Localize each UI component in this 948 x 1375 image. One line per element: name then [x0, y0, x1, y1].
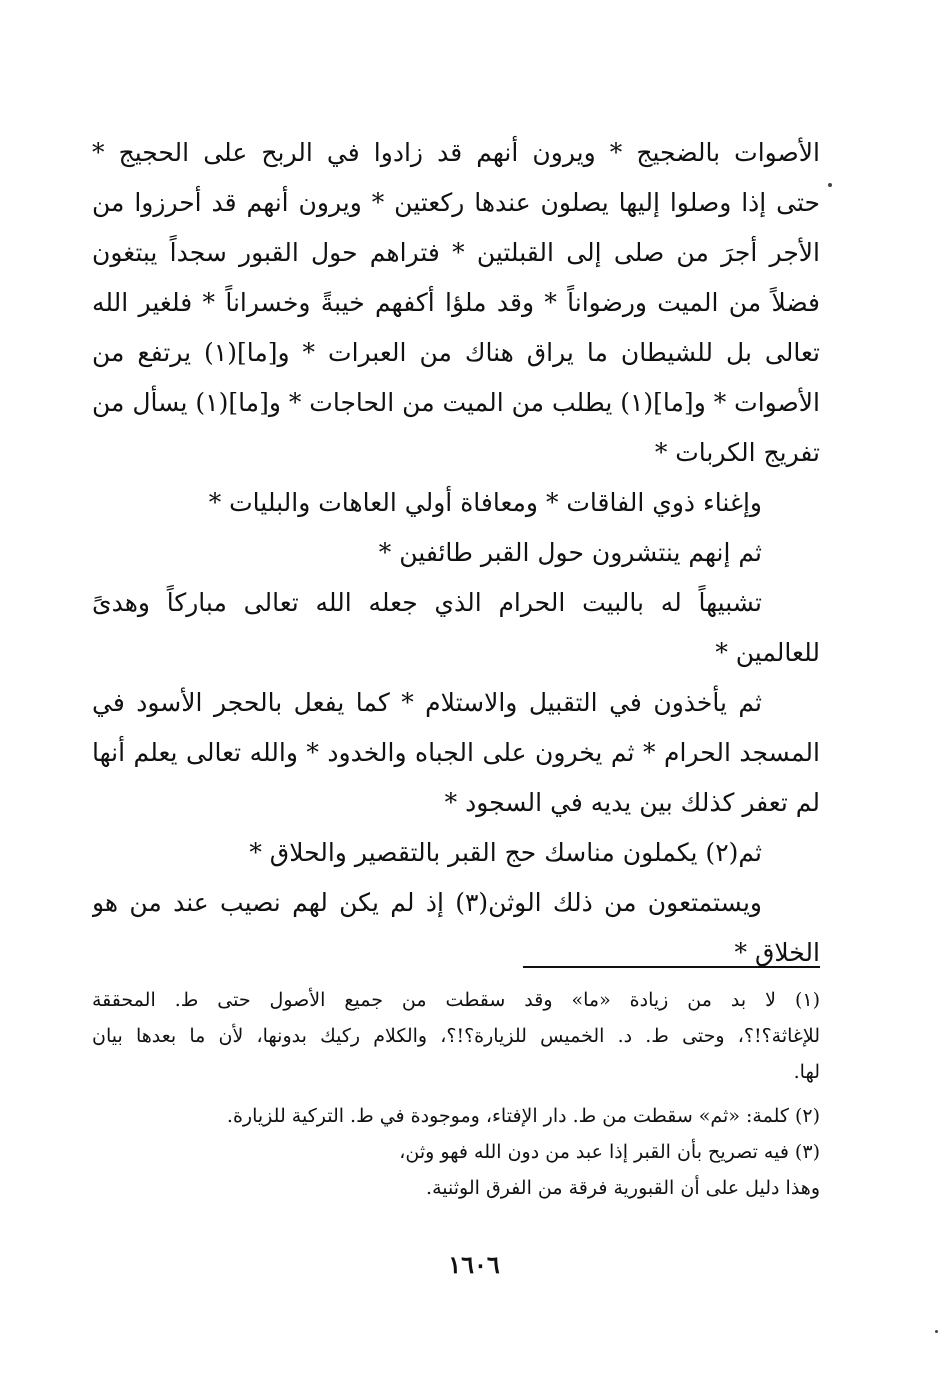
footnote-line: (١) لا بد من زيادة «ما» وقد سقطت من جميع الأصول حتى ط. المحققة [92, 989, 820, 1011]
text-line: للعالمين * [715, 638, 820, 667]
text-line: الأجر أجرَ من صلى إلى القبلتين * فتراهم حول القبور سجداً يبتغون [92, 238, 820, 267]
text-line: ثم إنهم ينتشرون حول القبر طائفين * [378, 538, 762, 567]
scan-speck [935, 1330, 938, 1333]
footnote-line: لها. [793, 1061, 820, 1083]
text-line: المسجد الحرام * ثم يخرون على الجباه والخدود * والله تعالى يعلم أنها [92, 738, 820, 767]
text-line: تفريج الكربات * [654, 438, 820, 467]
text-line: تعالى بل للشيطان ما يراق هناك من العبرات * و[ما](١) يرتفع من [92, 338, 820, 367]
main-text [92, 128, 820, 978]
text-line: الأصوات * و[ما](١) يطلب من الميت من الحاجات * و[ما](١) يسأل من [92, 388, 820, 417]
text-line: حتى إذا وصلوا إليها يصلون عندها ركعتين * ويرون أنهم قد أحرزوا من [92, 188, 820, 217]
text-line: ويستمتعون من ذلك الوثن(٣) إذ لم يكن لهم نصيب عند من هو [92, 888, 762, 917]
footnote-line: للإغاثة؟!؟، وحتى ط. د. الخميس للزيارة؟!؟، والكلام ركيك بدونها، لأن ما بعدها بيان [92, 1025, 820, 1047]
footnote-line: (٣) فيه تصريح بأن القبر إذا عبد من دون الله فهو وثن، [399, 1141, 820, 1163]
text-line: فضلاً من الميت ورضواناً * وقد ملؤا أكفهم خيبةً وخسراناً * فلغير الله [92, 288, 820, 317]
page-number: ١٦٠٦ [448, 1250, 500, 1279]
text-line: ثم(٢) يكملون مناسك حج القبر بالتقصير والحلاق * [249, 838, 762, 867]
text-line: ثم يأخذون في التقبيل والاستلام * كما يفعل بالحجر الأسود في [92, 688, 762, 717]
footnote-line: وهذا دليل على أن القبورية فرقة من الفرق الوثنية. [426, 1177, 820, 1199]
footnote-divider [523, 966, 820, 968]
text-line: الخلاق * [734, 938, 820, 967]
scan-speck [828, 183, 832, 187]
text-line: وإغناء ذوي الفاقات * ومعافاة أولي العاهات والبليات * [208, 488, 762, 517]
footnote-line: (٢) كلمة: «ثم» سقطت من ط. دار الإفتاء، وموجودة في ط. التركية للزيارة. [226, 1105, 820, 1127]
footnotes [92, 982, 820, 1206]
text-line: الأصوات بالضجيج * ويرون أنهم قد زادوا في الربح على الحجيج * [92, 138, 820, 167]
text-line: لم تعفر كذلك بين يديه في السجود * [444, 788, 820, 817]
text-line: تشبيهاً له بالبيت الحرام الذي جعله الله تعالى مباركاً وهدىً [92, 588, 762, 617]
